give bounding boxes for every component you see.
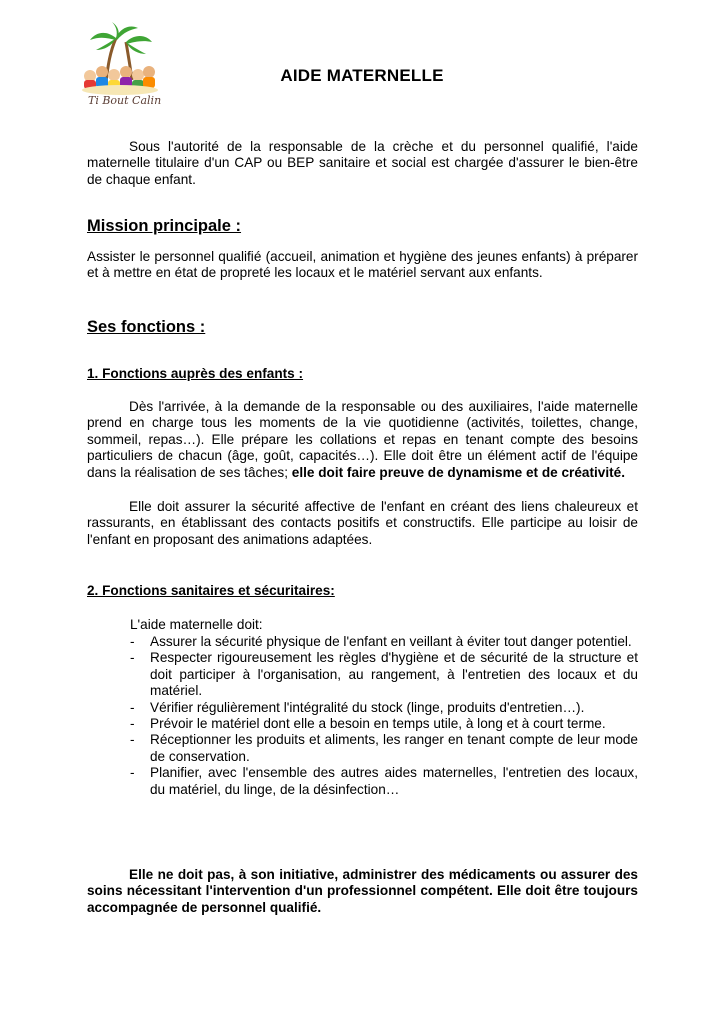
- mission-heading: Mission principale :: [87, 217, 242, 235]
- list-item: - Réceptionner les produits et aliments, les ranger en tenant compte de leur mode de conservation.: [130, 732, 638, 764]
- list-item: - Vérifier régulièrement l'intégralité du stock (linge, produits d'entretien…).: [130, 699, 585, 715]
- section1-bold-statement: elle doit faire preuve de dynamisme et de créativité.: [291, 464, 625, 480]
- intro-paragraph: Sous l'autorité de la responsable de la crèche et du personnel qualifié, l'aide maternelle titulaire d'un CAP ou BEP sanitaire et social est chargée d'assurer le bien-être de chaque enfant.: [87, 139, 638, 187]
- creche-logo: [76, 20, 162, 108]
- section2-lead: L'aide maternelle doit:: [130, 617, 263, 632]
- warning-paragraph: Elle ne doit pas, à son initiative, administrer des médicaments ou assurer des soins nécessitant l'intervention d'un professionnel compétent. Elle doit être toujours accompagnée de personnel qualifié.: [87, 867, 638, 915]
- section1-paragraph-2: Elle doit assurer la sécurité affective de l'enfant en créant des liens chaleureux et rassurants, en établissant des contacts positifs et constructifs. Elle participe au loisir de l'enfant en proposant des animations adaptées.: [87, 499, 638, 547]
- section1-heading: 1. Fonctions auprès des enfants :: [87, 366, 304, 381]
- fonctions-heading: Ses fonctions :: [87, 318, 206, 336]
- section2-heading: 2. Fonctions sanitaires et sécuritaires:: [87, 583, 335, 598]
- list-item: - Respecter rigoureusement les règles d'hygiène et de sécurité de la structure et doit participer à l'organisation, au rangement, à l'entretien des locaux et du matériel.: [130, 650, 638, 699]
- page-title: AIDE MATERNELLE: [280, 66, 444, 85]
- list-item: - Prévoir le matériel dont elle a besoin en temps utile, à long et à court terme.: [130, 716, 606, 732]
- mission-paragraph: Assister le personnel qualifié (accueil, animation et hygiène des jeunes enfants) à préparer et à mettre en état de propreté les locaux et le matériel servant aux enfants.: [87, 249, 638, 281]
- list-item: - Assurer la sécurité physique de l'enfant en veillant à éviter tout danger potentiel.: [130, 634, 632, 649]
- svg-text:Ti Bout Calin: Ti Bout Calin: [88, 94, 162, 107]
- section2-duties-list: [130, 634, 638, 798]
- section1-paragraph-1: Dès l'arrivée, à la demande de la responsable ou des auxiliaires, l'aide maternelle prend en charge tous les moments de la vie quotidienne (activités, toilettes, change, sommeil, repas…). Elle prépare les collations et repas en tenant compte des besoins particuliers de chacun (âge, goût, capacités…). Elle doit être un élément actif de l'équipe dans la réalisation de ses tâches; elle doit faire preuve de dynamisme et de créativité.: [87, 399, 638, 480]
- list-item: - Planifier, avec l'ensemble des autres aides maternelles, l'entretien des locaux, du matériel, du linge, de la désinfection…: [130, 765, 638, 797]
